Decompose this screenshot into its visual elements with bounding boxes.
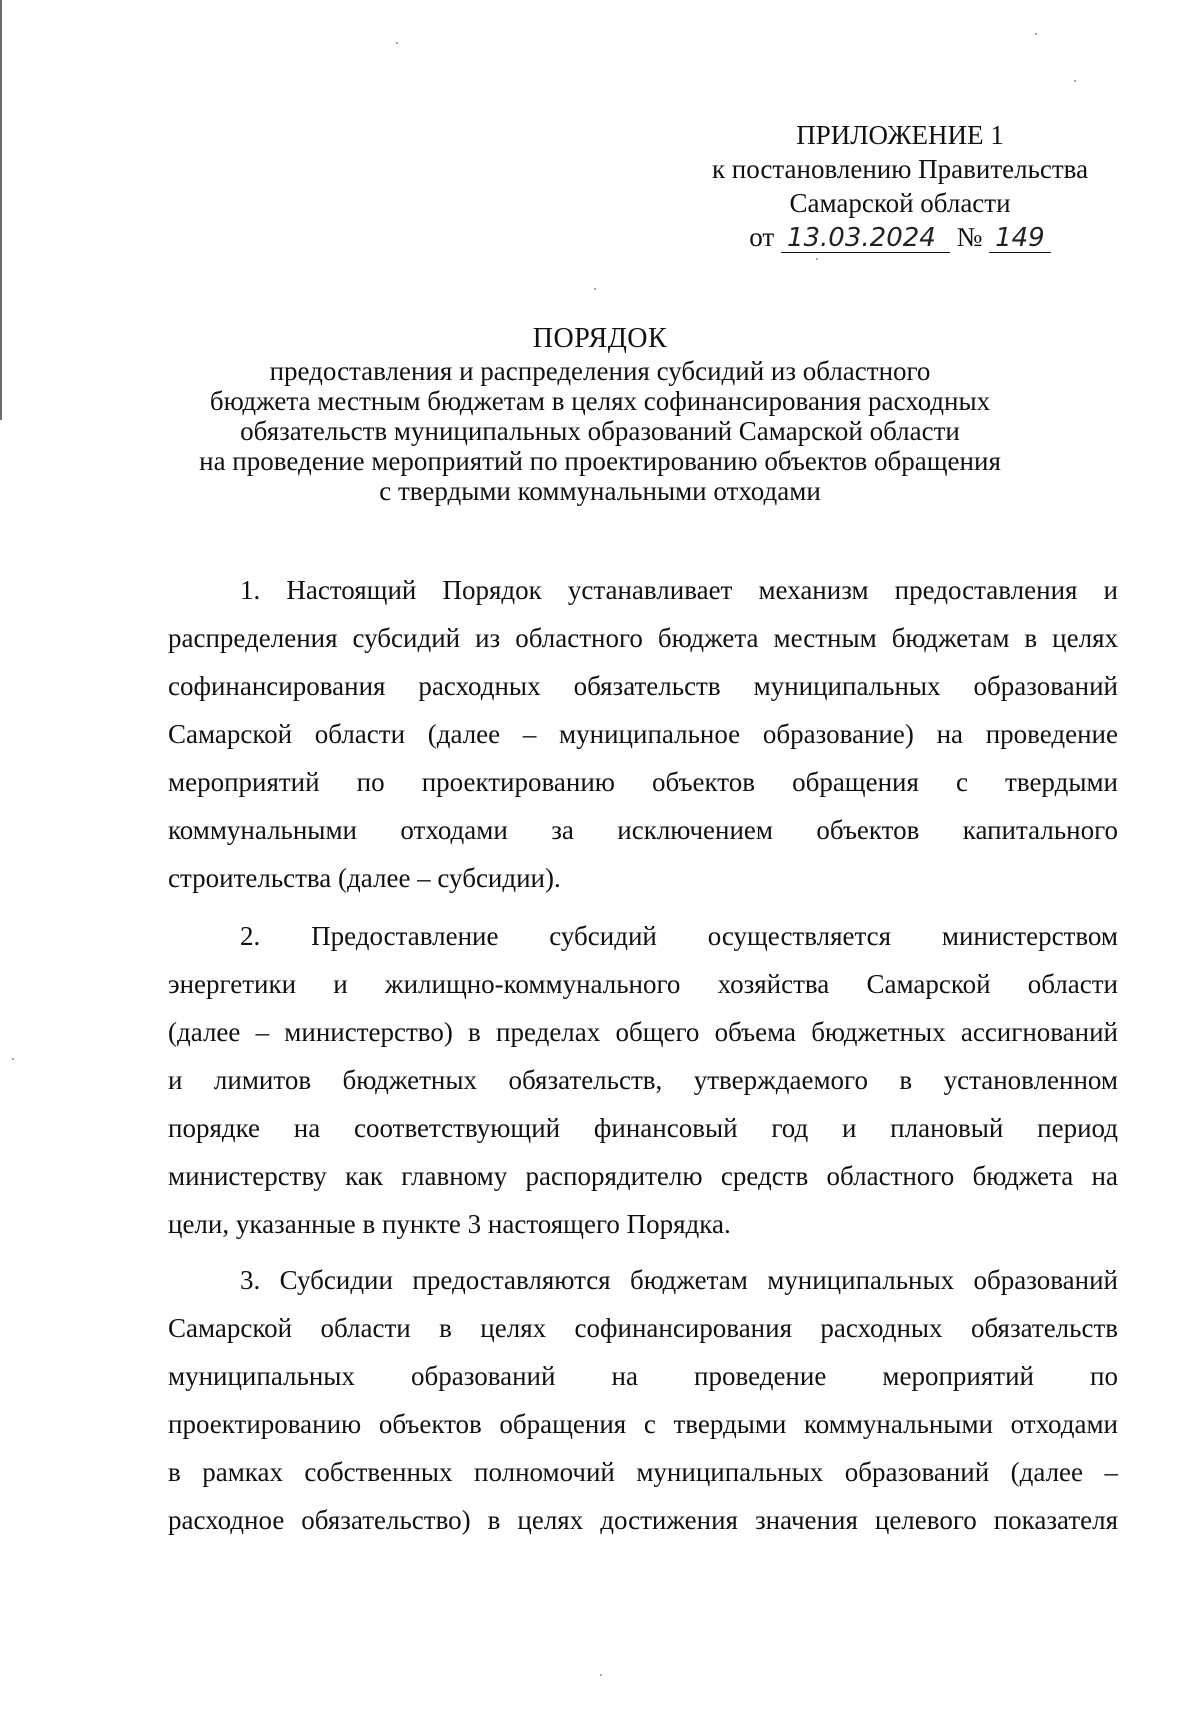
subtitle-line: на проведение мероприятий по проектированию объектов обращения (199, 446, 1001, 476)
date-prefix: от (749, 222, 775, 252)
text-line: мероприятий по проектированию объектов обращения с твердыми (168, 767, 1118, 797)
text-line: (далее – министерство) в пределах общего объема бюджетных ассигнований (168, 1017, 1118, 1047)
approval-stamp-block (690, 118, 1110, 254)
scan-speck (816, 258, 818, 260)
text-line: в рамках собственных полномочий муниципальных образований (далее – (168, 1457, 1118, 1487)
document-subtitle (150, 356, 1050, 506)
text-line: распределения субсидий из областного бюджета местным бюджетам в целях (168, 623, 1118, 653)
text-line: порядке на соответствующий финансовый год и плановый период (168, 1113, 1118, 1143)
subtitle-line: обязательств муниципальных образований Самарской области (240, 416, 960, 446)
text-line: 1. Настоящий Порядок устанавливает механизм предоставления и (240, 575, 1118, 605)
text-line: цели, указанные в пункте 3 настоящего Порядка. (168, 1209, 731, 1239)
handwritten-date: 13.03.2024 (781, 224, 950, 253)
scan-speck (600, 1674, 602, 1676)
number-prefix: № (956, 222, 983, 252)
scan-speck (1074, 80, 1076, 82)
subtitle-line: предоставления и распределения субсидий из областного (269, 356, 931, 386)
date-number-row (690, 220, 1110, 254)
text-line: проектированию объектов обращения с твердыми коммунальными отходами (168, 1409, 1118, 1439)
paragraph-1 (168, 566, 1118, 902)
text-line: и лимитов бюджетных обязательств, утверждаемого в установленном (168, 1065, 1118, 1095)
handwritten-number: 149 (989, 224, 1051, 253)
scan-speck (1035, 33, 1037, 35)
paragraph-3 (168, 1256, 1118, 1544)
scan-edge-line (0, 0, 2, 420)
region-name: Самарской области (789, 188, 1011, 218)
scan-speck (396, 42, 398, 44)
scan-speck (12, 1058, 14, 1060)
text-line: коммунальными отходами за исключением объектов капитального (168, 815, 1118, 845)
text-line: строительства (далее – субсидии). (168, 863, 561, 893)
text-line: муниципальных образований на проведение мероприятий по (168, 1361, 1118, 1391)
subtitle-line: бюджета местным бюджетам в целях софинансирования расходных (209, 386, 991, 416)
scan-speck (594, 288, 596, 290)
text-line: министерству как главному распорядителю средств областного бюджета на (168, 1161, 1118, 1191)
appendix-label: ПРИЛОЖЕНИЕ 1 (796, 120, 1004, 150)
text-line: 2. Предоставление субсидий осуществляется министерством (240, 921, 1118, 951)
text-line: Самарской области (далее – муниципальное образование) на проведение (168, 719, 1118, 749)
text-line: Самарской области в целях софинансирования расходных обязательств (168, 1313, 1118, 1343)
text-line: расходное обязательство) в целях достижения значения целевого показателя (168, 1505, 1118, 1535)
text-line: энергетики и жилищно-коммунального хозяйства Самарской области (168, 969, 1118, 999)
text-line: софинансирования расходных обязательств муниципальных образований (168, 671, 1118, 701)
text-line: 3. Субсидии предоставляются бюджетам муниципальных образований (240, 1265, 1118, 1295)
resolution-reference: к постановлению Правительства (711, 154, 1089, 184)
subtitle-line: с твердыми коммунальными отходами (379, 476, 821, 506)
document-title: ПОРЯДОК (532, 323, 668, 354)
paragraph-2 (168, 912, 1118, 1248)
